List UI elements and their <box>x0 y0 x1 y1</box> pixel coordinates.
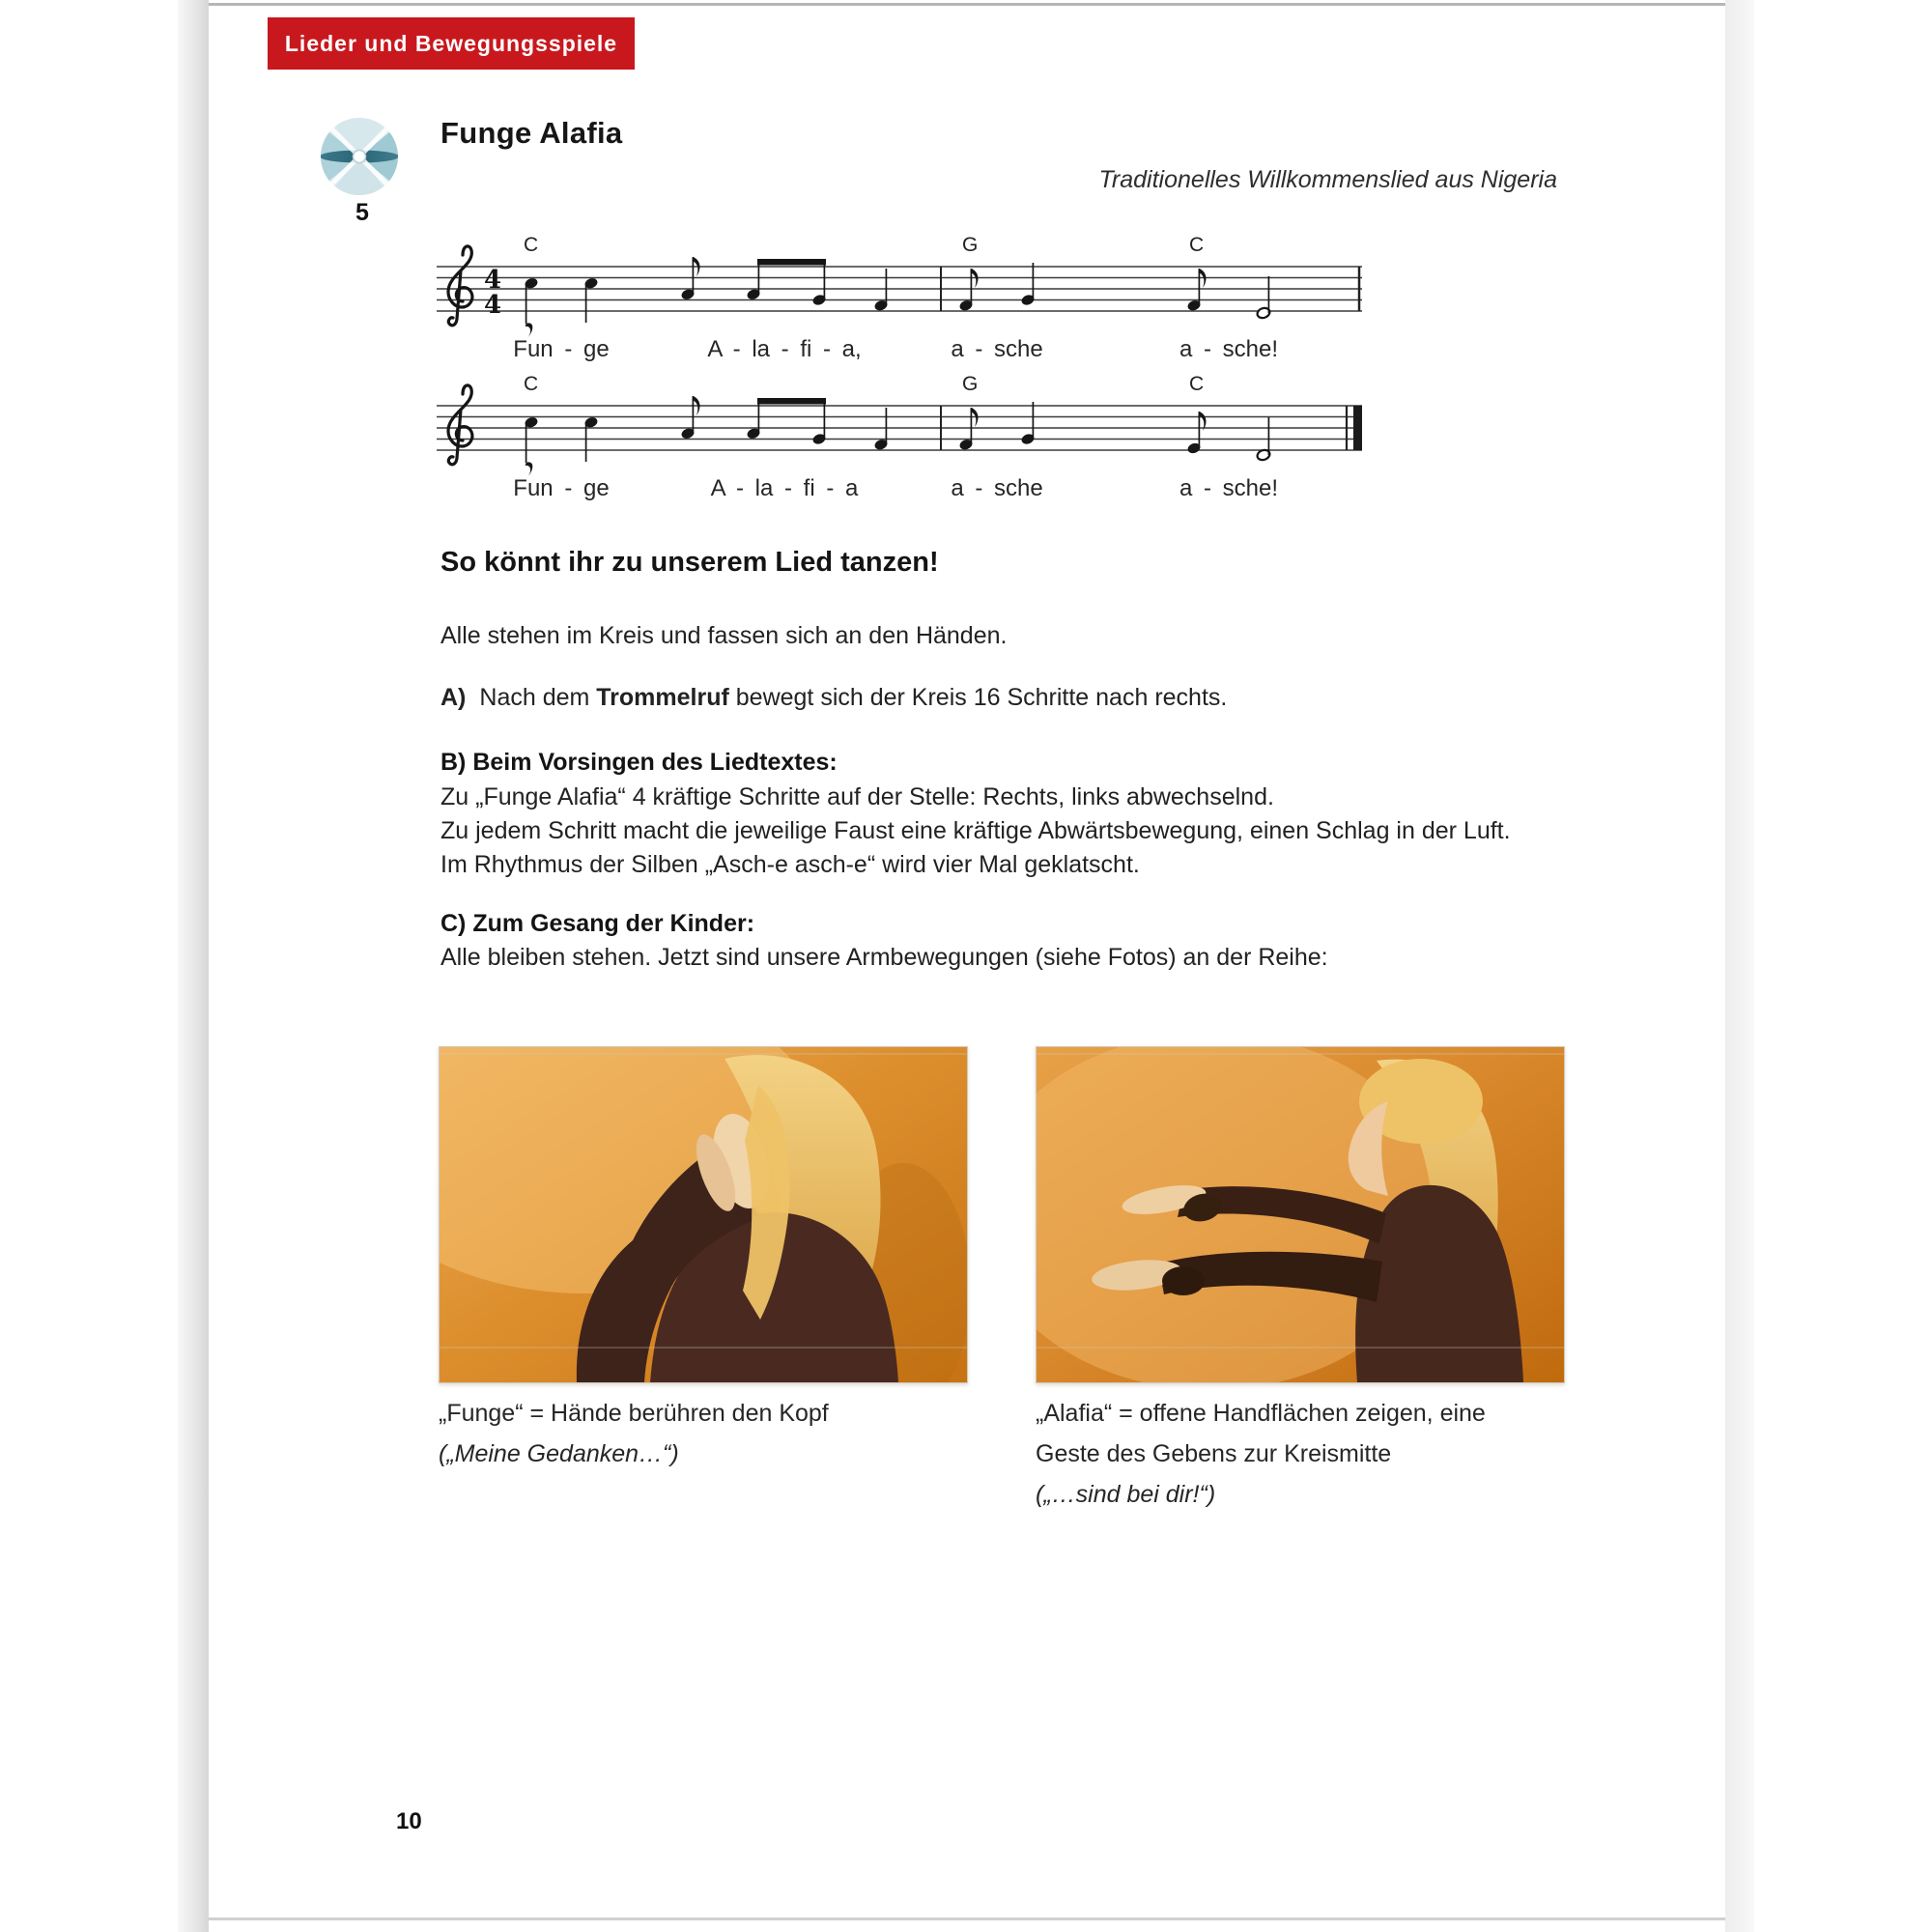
step-b-line-1: Zu „Funge Alafia“ 4 kräftige Schritte auf der Stelle: Rechts, links abwechselnd. <box>440 783 1274 810</box>
step-a <box>440 684 1227 712</box>
chord-label: G <box>962 373 979 395</box>
step-a-label: A) <box>440 684 467 711</box>
music-staff-line-1 <box>435 228 1367 373</box>
song-subtitle: Traditionelles Willkommenslied aus Nigeria <box>1098 166 1557 193</box>
final-barline-thick <box>1353 406 1362 450</box>
step-a-text-bold: Trommelruf <box>596 684 729 711</box>
cd-disc-icon <box>319 116 400 197</box>
chapter-banner <box>268 17 635 70</box>
step-b-text <box>440 781 1511 882</box>
chord-label: C <box>524 234 539 256</box>
chapter-banner-label: Lieder und Bewegungsspiele <box>284 30 618 56</box>
dance-heading: So könnt ihr zu unserem Lied tanzen! <box>440 547 939 578</box>
sleeve-cuff <box>1162 1266 1205 1295</box>
music-staff-line-2 <box>435 367 1367 512</box>
lyrics-syllables: Fun - ge <box>513 475 610 501</box>
lyrics-syllables: A - la - fi - a, <box>707 336 862 362</box>
caption-alafia <box>1036 1393 1577 1515</box>
lyrics-syllables: Fun - ge <box>513 336 610 362</box>
lyrics-syllables: a - sche <box>951 336 1043 362</box>
notes-line-2 <box>524 396 1271 476</box>
step-c-text: Alle bleiben stehen. Jetzt sind unsere Armbewegungen (siehe Fotos) an der Reihe: <box>440 944 1328 971</box>
caption-funge <box>439 1393 980 1474</box>
dance-intro: Alle stehen im Kreis und fassen sich an den Händen. <box>440 622 1008 649</box>
step-b-line-2: Zu jedem Schritt macht die jeweilige Faust eine kräftige Abwärtsbewegung, einen Schlag in der Luft. <box>440 817 1511 844</box>
step-b-heading: B) Beim Vorsingen des Liedtextes: <box>440 749 838 776</box>
step-a-text-pre: Nach dem <box>479 684 597 711</box>
chord-label: G <box>962 234 979 256</box>
chord-label: C <box>524 373 539 395</box>
lyrics-syllables: a - sche! <box>1179 336 1279 362</box>
lyrics-syllables: a - sche! <box>1179 475 1279 501</box>
caption-alafia-line-1: „Alafia“ = offene Handflächen zeigen, eine <box>1036 1400 1486 1427</box>
page-top-edge-line <box>209 3 1725 6</box>
treble-clef-icon <box>448 246 472 326</box>
photo-funge-gesture <box>439 1046 968 1383</box>
time-signature-bottom: 4 <box>483 291 502 320</box>
caption-alafia-line-3: („…sind bei dir!“) <box>1036 1481 1216 1508</box>
step-c-heading: C) Zum Gesang der Kinder: <box>440 910 755 937</box>
page-number: 10 <box>396 1808 422 1834</box>
caption-alafia-line-2: Geste des Gebens zur Kreismitte <box>1036 1440 1392 1467</box>
chord-label: C <box>1189 234 1205 256</box>
chord-label: C <box>1189 373 1205 395</box>
time-signature-top: 4 <box>483 266 502 295</box>
page-left-edge-shadow <box>178 0 209 1932</box>
caption-funge-line-1: „Funge“ = Hände berühren den Kopf <box>439 1400 829 1427</box>
song-title: Funge Alafia <box>440 116 623 150</box>
step-b-line-3: Im Rhythmus der Silben „Asch-e asch-e“ wird vier Mal geklatscht. <box>440 851 1140 878</box>
treble-clef-icon <box>448 385 472 465</box>
caption-funge-line-2: („Meine Gedanken…“) <box>439 1440 679 1467</box>
notes-line-1 <box>524 257 1271 337</box>
page-right-edge-shadow <box>1725 0 1754 1932</box>
lyrics-syllables: a - sche <box>951 475 1043 501</box>
photo-alafia-gesture <box>1036 1046 1565 1383</box>
step-a-text-post: bewegt sich der Kreis 16 Schritte nach rechts. <box>728 684 1228 711</box>
page-bottom-edge-line <box>209 1918 1725 1920</box>
lyrics-syllables: A - la - fi - a <box>710 475 859 501</box>
cd-track-number: 5 <box>355 199 369 226</box>
